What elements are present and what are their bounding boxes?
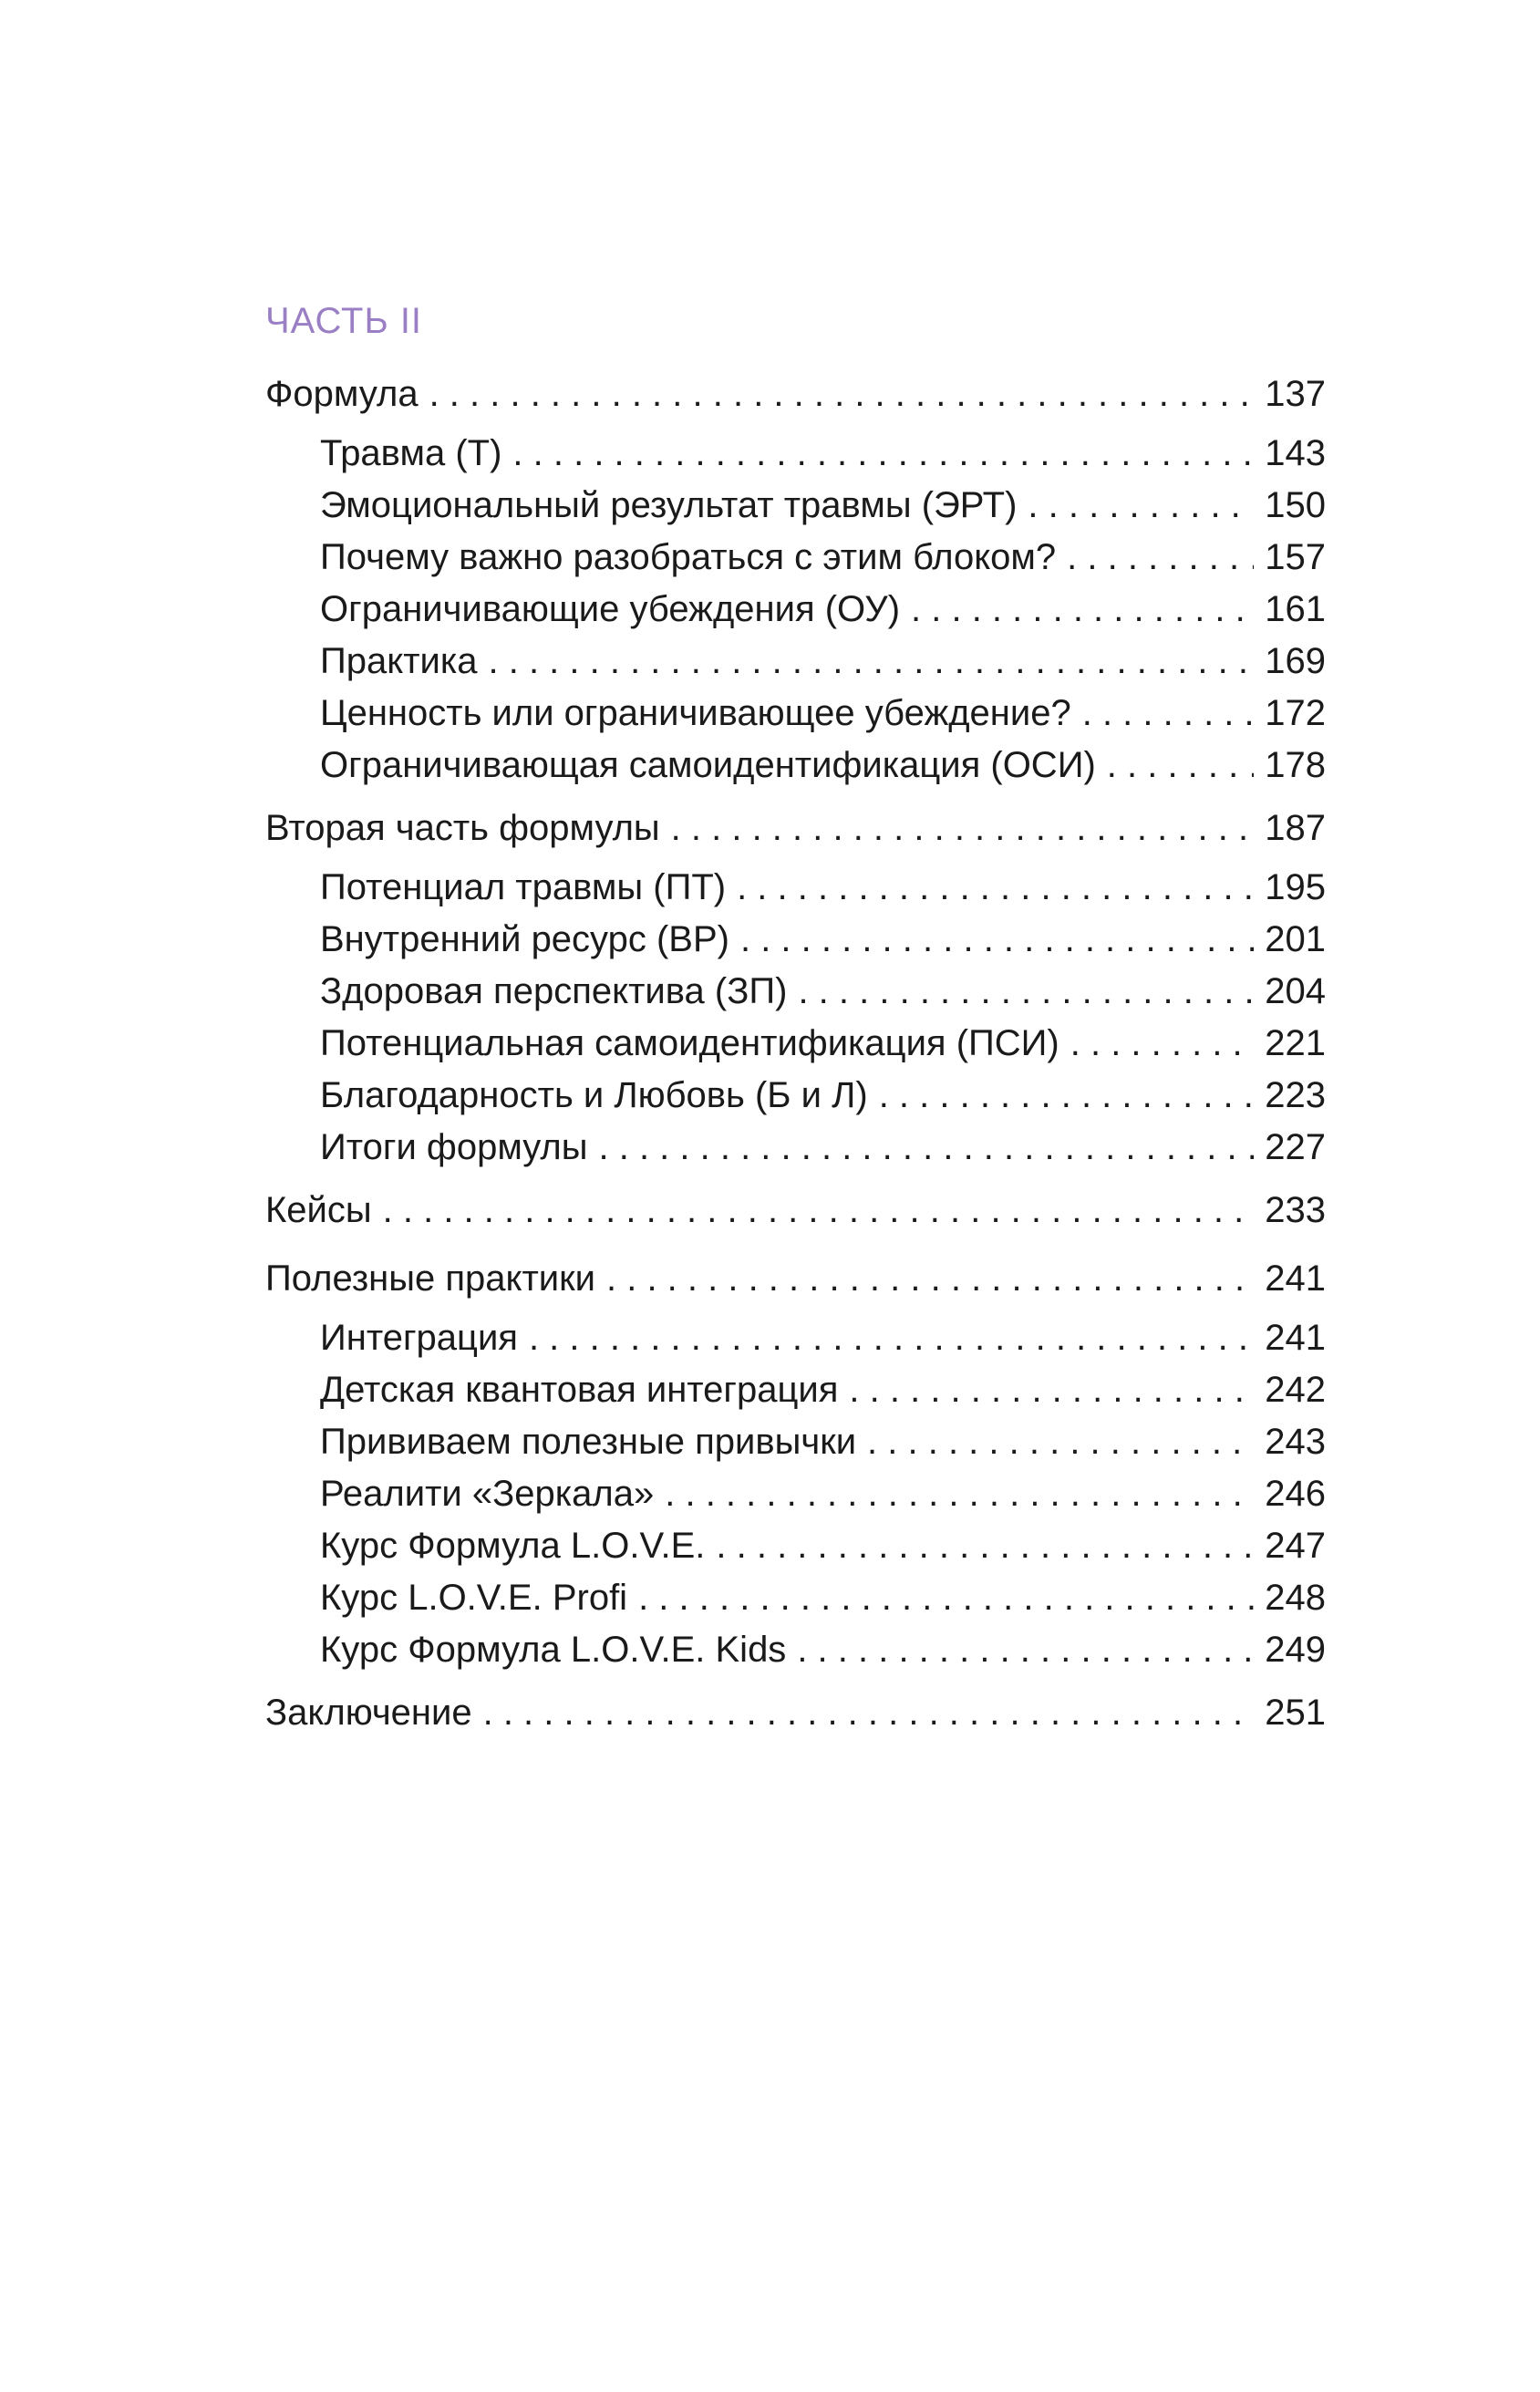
toc-entry-title: Формула xyxy=(265,374,419,414)
toc-entry-page: 241 xyxy=(1265,1258,1326,1299)
toc-entry xyxy=(320,691,1326,735)
dot-leader xyxy=(483,1691,1255,1734)
toc-entry xyxy=(320,865,1326,909)
dot-leader xyxy=(529,1316,1254,1360)
dot-leader xyxy=(797,1628,1254,1672)
dot-leader xyxy=(716,1524,1254,1568)
toc-entry-page: 241 xyxy=(1265,1318,1326,1358)
toc-entry-title: Интеграция xyxy=(320,1318,518,1358)
toc-entry-title: Ценность или ограничивающее убеждение? xyxy=(320,693,1071,733)
toc-entry-title: Практика xyxy=(320,641,478,681)
toc-entry-title: Внутренний ресурс (ВР) xyxy=(320,919,729,959)
dot-leader xyxy=(488,639,1254,683)
toc-entry-title: Курс L.O.V.E. Profi xyxy=(320,1578,628,1618)
dot-leader xyxy=(665,1472,1254,1516)
toc-entry xyxy=(320,1125,1326,1169)
dot-leader xyxy=(1028,483,1254,527)
toc-entry xyxy=(265,372,1326,416)
toc-entry-page: 161 xyxy=(1265,589,1326,629)
dot-leader xyxy=(867,1420,1254,1464)
toc-entry xyxy=(265,806,1326,850)
toc-entry-title: Ограничивающая самоидентификация (ОСИ) xyxy=(320,745,1096,785)
toc-entry xyxy=(320,969,1326,1013)
toc-entry xyxy=(320,1576,1326,1620)
toc-entry-page: 223 xyxy=(1265,1075,1326,1115)
toc-entry-title: Потенциальная самоидентификация (ПСИ) xyxy=(320,1023,1059,1063)
toc-entry-page: 172 xyxy=(1265,693,1326,733)
dot-leader xyxy=(1082,691,1255,735)
toc-entry-title: Ограничивающие убеждения (ОУ) xyxy=(320,589,901,629)
toc-entry xyxy=(320,483,1326,527)
toc-entry-page: 242 xyxy=(1265,1370,1326,1410)
dot-leader xyxy=(911,587,1254,631)
dot-leader xyxy=(1070,1021,1255,1065)
toc-entry-title: Вторая часть формулы xyxy=(265,808,660,848)
toc-entry-page: 233 xyxy=(1265,1190,1326,1230)
toc-entry xyxy=(320,743,1326,787)
toc-entry-page: 247 xyxy=(1265,1526,1326,1566)
dot-leader xyxy=(638,1576,1254,1620)
toc-entry-title: Прививаем полезные привычки xyxy=(320,1422,857,1462)
dot-leader xyxy=(429,372,1255,416)
toc-entry-title: Реалити «Зеркала» xyxy=(320,1474,655,1514)
dot-leader xyxy=(849,1368,1254,1412)
dot-leader xyxy=(598,1125,1254,1169)
dot-leader xyxy=(740,917,1254,961)
toc-entry-title: Детская квантовая интеграция xyxy=(320,1370,839,1410)
toc-entry xyxy=(265,1691,1326,1734)
dot-leader xyxy=(1107,743,1254,787)
toc-entry-page: 137 xyxy=(1265,374,1326,414)
toc-entry xyxy=(320,1073,1326,1117)
toc-entry-title: Полезные практики xyxy=(265,1258,595,1299)
toc-entry-page: 227 xyxy=(1265,1127,1326,1167)
toc-entry-page: 251 xyxy=(1265,1693,1326,1733)
toc-entry-title: Почему важно разобраться с этим блоком? xyxy=(320,537,1057,577)
dot-leader xyxy=(383,1188,1255,1232)
part-heading: ЧАСТЬ II xyxy=(265,301,423,341)
toc-entry-page: 143 xyxy=(1265,433,1326,473)
toc-entry-page: 246 xyxy=(1265,1474,1326,1514)
toc-entry-page: 249 xyxy=(1265,1630,1326,1670)
toc-entry-title: Благодарность и Любовь (Б и Л) xyxy=(320,1075,868,1115)
toc-entry xyxy=(265,1188,1326,1232)
toc-entry xyxy=(320,1524,1326,1568)
toc-entry-title: Эмоциональный результат травмы (ЭРТ) xyxy=(320,485,1018,525)
toc-entry-page: 178 xyxy=(1265,745,1326,785)
toc-entry-page: 221 xyxy=(1265,1023,1326,1063)
dot-leader xyxy=(512,431,1254,475)
toc-entry-title: Травма (Т) xyxy=(320,433,502,473)
dot-leader xyxy=(879,1073,1255,1117)
toc-entry-page: 248 xyxy=(1265,1578,1326,1618)
toc-entry xyxy=(320,535,1326,579)
toc-entry xyxy=(320,1472,1326,1516)
toc-entry-title: Итоги формулы xyxy=(320,1127,588,1167)
dot-leader xyxy=(606,1257,1254,1300)
toc-entry xyxy=(320,587,1326,631)
toc-entry-title: Потенциал травмы (ПТ) xyxy=(320,867,727,907)
toc-entry-page: 195 xyxy=(1265,867,1326,907)
dot-leader xyxy=(671,806,1255,850)
toc-entry-page: 201 xyxy=(1265,919,1326,959)
dot-leader xyxy=(1067,535,1254,579)
toc-entry-title: Курс Формула L.O.V.E. xyxy=(320,1526,706,1566)
toc-entry-page: 243 xyxy=(1265,1422,1326,1462)
toc-entry-page: 169 xyxy=(1265,641,1326,681)
dot-leader xyxy=(798,969,1254,1013)
toc-entry xyxy=(320,1628,1326,1672)
toc-entry-title: Заключение xyxy=(265,1693,472,1733)
toc-entry-page: 157 xyxy=(1265,537,1326,577)
toc-entry-title: Кейсы xyxy=(265,1190,372,1230)
toc-entry xyxy=(265,1257,1326,1300)
toc-entry-title: Здоровая перспектива (ЗП) xyxy=(320,971,788,1011)
toc-entry xyxy=(320,1021,1326,1065)
toc-entry xyxy=(320,917,1326,961)
toc-entry-title: Курс Формула L.O.V.E. Kids xyxy=(320,1630,787,1670)
toc-entry-page: 150 xyxy=(1265,485,1326,525)
toc-entry xyxy=(320,431,1326,475)
toc-entry xyxy=(320,1368,1326,1412)
dot-leader xyxy=(737,865,1254,909)
toc-entry-page: 187 xyxy=(1265,808,1326,848)
toc-entry xyxy=(320,639,1326,683)
toc-entry xyxy=(320,1316,1326,1360)
toc-entry xyxy=(320,1420,1326,1464)
toc-entry-page: 204 xyxy=(1265,971,1326,1011)
